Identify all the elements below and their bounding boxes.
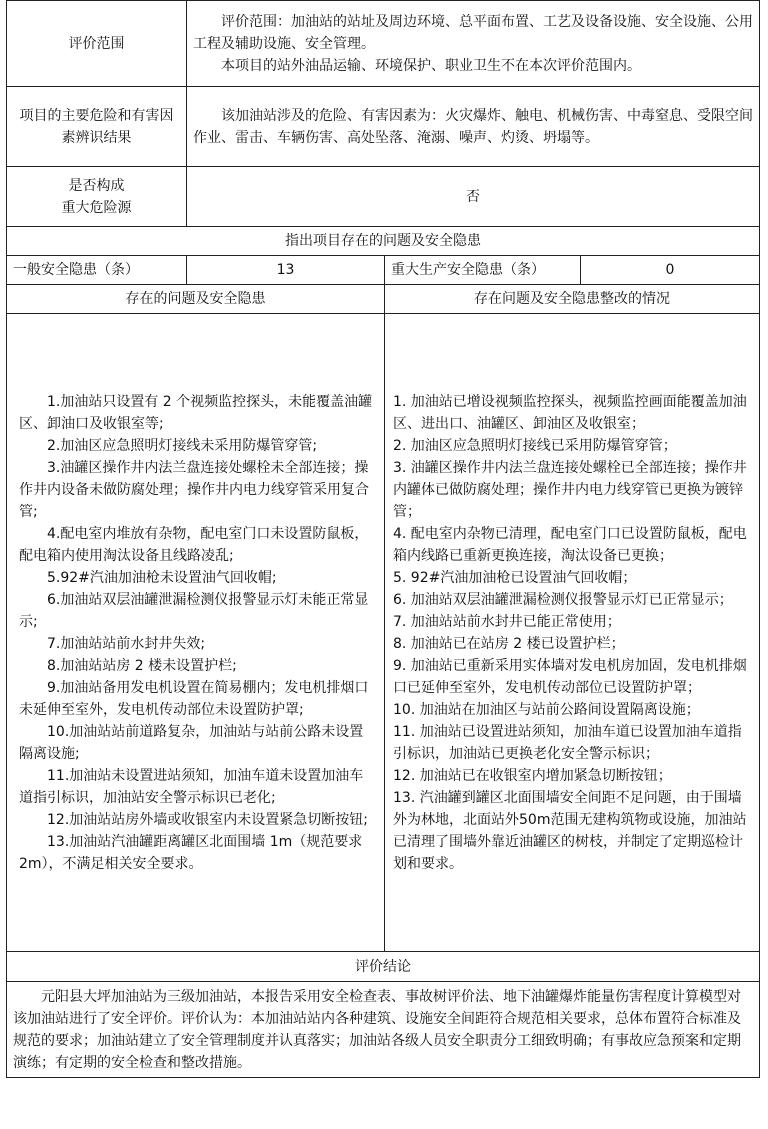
conclusion-content [7,982,760,1078]
fix-item: 11. 加油站已设置进站须知，加油车道已设置加油车道指引标识，加油站已更换老化安全警示标识； [393,723,742,762]
fix-item: 7. 加油站站前水封井已能正常使用； [393,613,621,630]
major-hazard-value: 否 [187,167,760,227]
fix-item: 12. 加油站已在收银室内增加紧急切断按钮； [393,767,672,784]
issue-item: 12.加油站站房外墙或收银室内未设置紧急切断按钮; [47,811,368,828]
issue-item: 2.加油区应急照明灯接线未采用防爆管穿管; [47,437,318,454]
fix-item: 9. 加油站已重新采用实体墙对发电机房加固，发电机排烟口已延伸至室外，发电机传动部位已设置防护罩； [393,657,747,696]
issue-item: 9.加油站备用发电机设置在简易棚内；发电机排烟口未延伸至室外，发电机传动部位未设置防护罩; [19,679,369,718]
fix-item: 5. 92#汽油加油枪已设置油气回收帽； [393,569,637,586]
general-hazard-label: 一般安全隐患（条） [7,256,187,285]
issue-item: 8.加油站站房 2 楼未设置护栏; [47,657,237,674]
hazards-row [7,87,760,167]
major-hazard-row [7,167,760,227]
issues-header-row [7,227,760,256]
issues-fixes-row [7,314,760,952]
major-hazard-label [7,167,187,227]
hazards-content [187,87,760,167]
conclusion-header: 评价结论 [7,952,760,982]
fixes-column-header: 存在问题及安全隐患整改的情况 [385,285,760,314]
scope-content [187,1,760,87]
conclusion-text: 元阳县大坪加油站为三级加油站，本报告采用安全检查表、事故树评价法、地下油罐爆炸能量伤害程度计算模型对该加油站进行了安全评价。评价认为：本加油站站内各种建筑、设施安全间距符合规范相关要求，总体布置符合标准及规范的要求；加油站建立了安全管理制度并认真落实；加油站各级人员安全职责分工细致明确；有事故应急预案和定期演练；有定期的安全检查和整改措施。 [13,988,741,1071]
fix-item: 10. 加油站在加油区与站前公路间设置隔离设施； [393,701,700,718]
general-hazard-count: 13 [187,256,385,285]
hazards-text: 该加油站涉及的危险、有害因素为：火灾爆炸、触电、机械伤害、中毒窒息、受限空间作业、雷击、车辆伤害、高处坠落、淹溺、噪声、灼烫、坍塌等。 [193,107,753,146]
issue-item: 4.配电室内堆放有杂物，配电室门口未设置防鼠板，配电箱内使用淘汰设备且线路凌乱; [19,525,369,564]
conclusion-row [7,982,760,1078]
fix-item: 13. 汽油罐到罐区北面围墙安全间距不足问题，由于围墙外为林地，北面站外50m范围无建构筑物或设施，加油站已清理了围墙外靠近油罐区的树枝，并制定了定期巡检计划和要求。 [393,789,747,872]
issue-item: 3.油罐区操作井内法兰盘连接处螺栓未全部连接；操作井内设备未做防腐处理；操作井内电力线穿管采用复合管; [19,459,369,520]
scope-paragraph-1: 评价范围：加油站的站址及周边环境、总平面布置、工艺及设备设施、安全设施、公用工程及辅助设施、安全管理。 [193,13,753,52]
issue-item: 6.加油站双层油罐泄漏检测仪报警显示灯未能正常显示; [19,591,369,630]
major-hazard-count: 0 [581,256,760,285]
scope-row [7,1,760,87]
conclusion-header-row [7,952,760,982]
fix-item: 8. 加油站已在站房 2 楼已设置护栏； [393,635,625,652]
major-hazard-label-line1: 是否构成 [68,177,125,194]
fix-item: 4. 配电室内杂物已清理，配电室门口已设置防鼠板，配电箱内线路已重新更换连接，淘汰设备已更换； [393,525,747,564]
scope-label: 评价范围 [7,1,187,87]
scope-paragraph-2: 本项目的站外油品运输、环境保护、职业卫生不在本次评价范围内。 [221,57,641,74]
issue-item: 5.92#汽油加油枪未设置油气回收帽; [47,569,277,586]
counts-row [7,256,760,285]
issue-item: 11.加油站未设置进站须知，加油车道未设置加油车道指引标识，加油站安全警示标识已老化; [19,767,364,806]
evaluation-document [6,0,759,1078]
major-hazard-label-line2: 重大危险源 [61,199,132,216]
issue-item: 7.加油站站前水封井失效; [47,635,206,652]
evaluation-table [6,0,760,256]
issues-list [7,314,385,952]
hazards-label: 项目的主要危险和有害因素辨识结果 [7,87,187,167]
fix-item: 2. 加油区应急照明灯接线已采用防爆管穿管； [393,437,677,454]
major-hazard-count-label: 重大生产安全隐患（条） [385,256,581,285]
issues-column-header: 存在的问题及安全隐患 [7,285,385,314]
issues-header: 指出项目存在的问题及安全隐患 [7,227,760,256]
fix-item: 3. 油罐区操作井内法兰盘连接处螺栓已全部连接；操作井内罐体已做防腐处理；操作井内电力线穿管已更换为镀锌管； [393,459,747,520]
issue-item: 13.加油站汽油罐距离罐区北面围墙 1m（规范要求 2m），不满足相关安全要求。 [19,833,363,872]
issue-item: 1.加油站只设置有 2 个视频监控探头，未能覆盖油罐区、卸油口及收银室等; [19,393,373,432]
fixes-list [385,314,760,952]
counts-and-issues-table [6,255,760,1078]
issue-item: 10.加油站站前道路复杂，加油站与站前公路未设置隔离设施; [19,723,364,762]
fix-item: 6. 加油站双层油罐泄漏检测仪报警显示灯已正常显示； [393,591,733,608]
columns-header-row [7,285,760,314]
fix-item: 1. 加油站已增设视频监控探头，视频监控画面能覆盖加油区、进出口、油罐区、卸油区及收银室； [393,393,747,432]
